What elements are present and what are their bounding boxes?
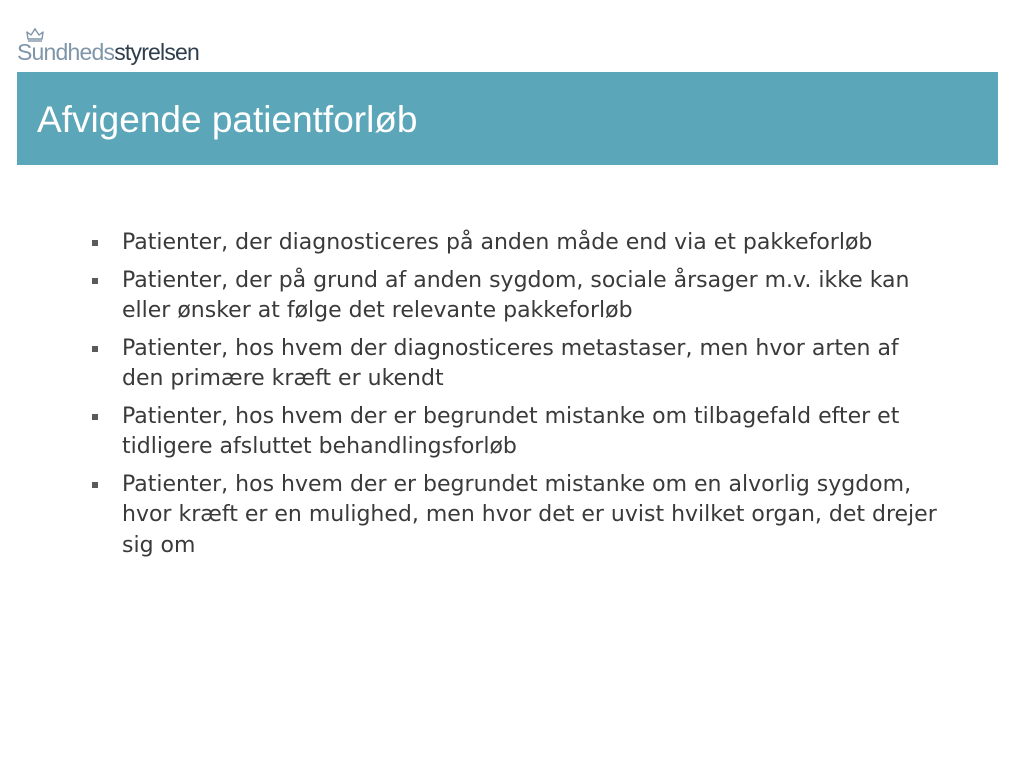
sundhedsstyrelsen-logo [17,28,199,64]
bullet-text: Patienter, hos hvem der diagnosticeres metastaser, men hvor arten af den primære kræft er ukendt [122,335,899,391]
bullet-item [0,402,942,463]
bullet-item [0,266,942,327]
bullet-text: Patienter, der på grund af anden sygdom, sociale årsager m.v. ikke kan eller ønsker at følge det relevante pakkeforløb [122,267,910,323]
title-bar [17,72,998,165]
square-bullet-icon [92,278,98,284]
bullet-item [0,470,942,562]
crown-icon [26,28,44,42]
bullet-list [0,228,1024,568]
bullet-text: Patienter, hos hvem der er begrundet mistanke om en alvorlig sygdom, hvor kræft er en mulighed, men hvor det er uvist hvilket organ, det drejer sig om [122,471,937,558]
logo-word-part1: Sundheds [17,39,115,65]
bullet-item [0,228,942,259]
slide-title: Afvigende patientforløb [37,99,418,140]
bullet-text: Patienter, hos hvem der er begrundet mistanke om tilbagefald efter et tidligere afsluttet behandlingsforløb [122,403,900,459]
square-bullet-icon [92,414,98,420]
square-bullet-icon [92,482,98,488]
logo-word-part2: styrelsen [114,39,200,65]
logo-wordmark [17,29,199,64]
bullet-text: Patienter, der diagnosticeres på anden måde end via et pakkeforløb [122,230,873,255]
square-bullet-icon [92,346,98,352]
bullet-item [0,334,942,395]
square-bullet-icon [92,240,98,246]
